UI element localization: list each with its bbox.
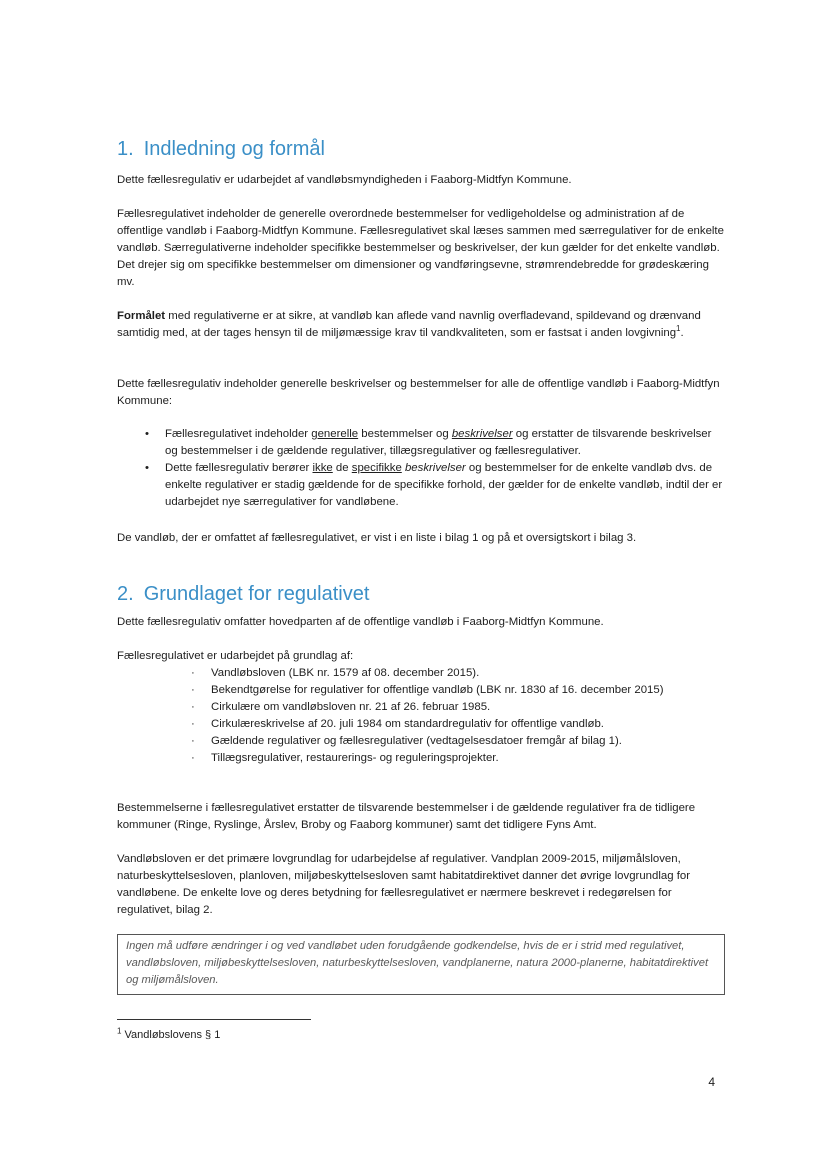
section-2-paragraph-4: Vandløbsloven er det primære lovgrundlag for udarbejdelse af regulativer. Vandplan 2009-2015, miljømålsloven, naturbeskyttelsesloven, planloven, miljøbeskyttelsesloven samt habitatdirektivet danner det øvrige lovgrundlag for vandløbene. De enkelte love og deres betydning for fællesregulativet er nærmere beskrevet i redegørelsen for regulativet, bilag 2. <box>117 853 690 916</box>
section-1-number: 1. <box>117 138 134 160</box>
footnote-reference[interactable]: 1 <box>676 324 681 334</box>
underlined-term: specifikke <box>351 462 402 474</box>
footnote-text: Vandløbslovens § 1 <box>121 1029 221 1041</box>
section-2-paragraph-3: Bestemmelserne i fællesregulativet erstatter de tilsvarende bestemmelser i de gældende regulativer fra de tidligere kommuner (Ringe, Ryslinge, Årslev, Broby og Faaborg kommuner) samt det tidligere Fyns Amt. <box>117 802 696 831</box>
purpose-bold-label: Formålet <box>117 310 166 322</box>
purpose-end: . <box>680 327 684 339</box>
list-item: · Cirkulære om vandløbsloven nr. 21 af 26. februar 1985. <box>191 701 491 713</box>
list-item: • Dette fællesregulativ berører ikke de specifikke beskrivelser og bestemmelser for de enkelte vandløb dvs. de enkelte regulativer er stadig gældende for de specifikke forhold, der gælder for de enkelte vandløb, indtil der er udarbejdet nye særregulativer for vandløbene. <box>145 462 723 508</box>
list-item: · Vandløbsloven (LBK nr. 1579 af 08. december 2015). <box>191 667 480 679</box>
section-1-heading <box>117 137 325 161</box>
bullet-marker: • <box>145 462 149 474</box>
scope-bullet-list <box>117 426 727 511</box>
section-2-heading <box>117 582 369 606</box>
section-1-purpose-paragraph <box>117 308 727 342</box>
footnote-divider <box>117 1019 311 1020</box>
section-1-paragraph-1: Dette fællesregulativ er udarbejdet af vandløbsmyndigheden i Faaborg-Midtfyn Kommune. <box>117 174 572 186</box>
section-2-title: Grundlaget for regulativet <box>143 583 370 605</box>
list-item: · Bekendtgørelse for regulativer for offentlige vandløb (LBK nr. 1830 af 16. december 2015) <box>191 684 664 696</box>
section-2-paragraph-2: Fællesregulativet er udarbejdet på grundlag af: <box>117 650 354 662</box>
purpose-text: med regulativerne er at sikre, at vandløb kan aflede vand navnlig overfladevand, spildevand og drænvand samtidig med, at der tages hensyn til de miljømæssige krav til vandkvaliteten, som er fastsat i anden lovgivning <box>117 310 701 339</box>
notice-box: Ingen må udføre ændringer i og ved vandløbet uden forudgående godkendelse, hvis de er i strid med regulativet, vandløbsloven, miljøbeskyttelsesloven, naturbeskyttelsesloven, vandplanerne, natura 2000-planerne, habitatdirektivet og miljømålsloven. <box>117 934 725 995</box>
section-1-paragraph-5: De vandløb, der er omfattet af fællesregulativet, er vist i en liste i bilag 1 og på et oversigtskort i bilag 3. <box>117 532 637 544</box>
italic-term: beskrivelser <box>404 462 466 474</box>
underlined-term: ikke <box>312 462 333 474</box>
list-item: • Fællesregulativet indeholder generelle bestemmelser og beskrivelser og erstatter de tilsvarende beskrivelser og bestemmelser i de gældende regulativer, tillægsregulativer og fællesregulativer. <box>145 428 712 457</box>
section-1-paragraph-4: Dette fællesregulativ indeholder generelle beskrivelser og bestemmelser for alle de offentlige vandløb i Faaborg-Midtfyn Kommune: <box>117 378 720 407</box>
footnote <box>117 1027 220 1044</box>
bullet-marker: • <box>145 428 149 440</box>
section-2-number: 2. <box>117 583 134 605</box>
list-item: · Tillægsregulativer, restaurerings- og reguleringsprojekter. <box>191 752 499 764</box>
section-1-title: Indledning og formål <box>143 138 325 160</box>
list-item: · Cirkulæreskrivelse af 20. juli 1984 om standardregulativ for offentlige vandløb. <box>191 718 604 730</box>
page-number: 4 <box>708 1075 715 1089</box>
legal-basis-list <box>117 665 727 767</box>
list-item: · Gældende regulativer og fællesregulativer (vedtagelsesdatoer fremgår af bilag 1). <box>191 735 622 747</box>
footnote-marker: 1 <box>117 1026 122 1036</box>
section-2-paragraph-1: Dette fællesregulativ omfatter hovedparten af de offentlige vandløb i Faaborg-Midtfyn Kommune. <box>117 616 604 628</box>
underlined-term: beskrivelser <box>451 428 513 440</box>
underlined-term: generelle <box>311 428 359 440</box>
section-1-paragraph-2: Fællesregulativet indeholder de generelle overordnede bestemmelser for vedligeholdelse og administration af de offentlige vandløb i Faaborg-Midtfyn Kommune. Fællesregulativet skal læses sammen med særregulativer for de enkelte vandløb. Særregulativerne indeholder specifikke bestemmelser og beskrivelser, der kun gælder for det enkelte vandløb. Det drejer sig om specifikke bestemmelser om dimensioner og vandføringsevne, strømrendebredde for grødeskæring mv. <box>117 208 724 288</box>
